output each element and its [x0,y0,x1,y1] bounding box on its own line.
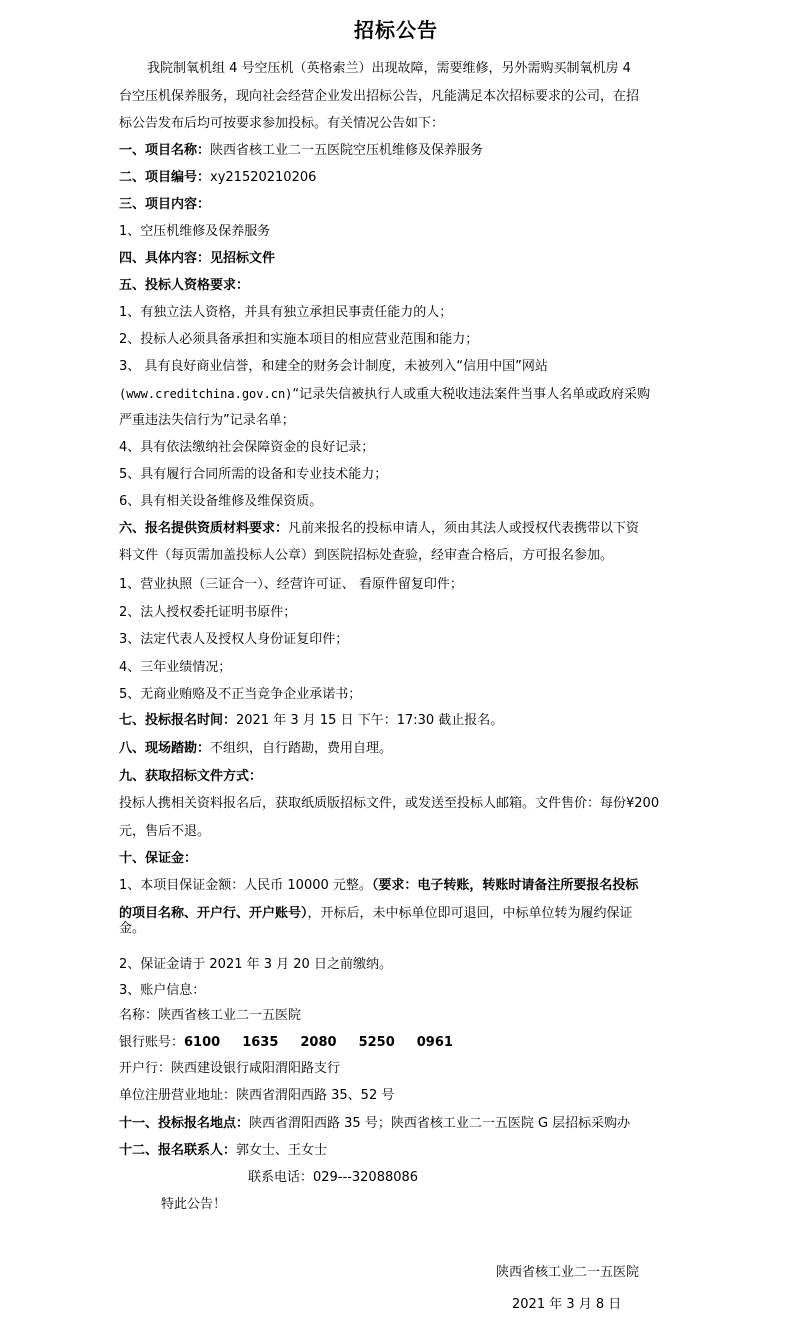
deposit-amount: 1、本项目保证金额：人民币 10000 元整。 [119,878,372,893]
section-1-value: 陕西省核工业二一五医院空压机维修及保养服务 [210,143,484,158]
bank-account-label: 银行账号： [119,1035,185,1050]
bank-account [119,1034,475,1052]
intro-line-3: 标公告发布后均可按要求参加投标。有关情况公告如下： [119,116,445,131]
section-8-heading: 八、现场踏勘： [119,741,211,756]
section-10-heading: 十、保证金： [119,851,198,866]
section-3-heading: 三、项目内容： [119,197,211,212]
section-4-heading: 四、具体内容：见招标文件 [119,251,276,266]
section-5-heading: 五、投标人资格要求： [119,278,250,293]
section-12-value: 郭女士、王女士 [236,1143,328,1158]
section-8-value: 不组织，自行踏勘，费用自理。 [210,741,393,756]
section-5-item-5: 5、具有履行合同所需的设备和专业技术能力； [119,467,388,482]
section-10-item-1c: 金。 [119,921,146,936]
section-5-item-3a: 3、 具有良好商业信誉，和建全的财务会计制度，未被列入“信用中国”网站 [119,359,548,374]
bank-account-digits-2: 1635 [242,1035,279,1050]
section-6-item-1: 1、营业执照（三证合一）、经营许可证、 看原件留复印件； [119,577,463,592]
registered-address: 单位注册营业地址：陕西省渭阳西路 35、52 号 [119,1088,395,1103]
signature-date: 2021 年 3 月 8 日 [512,1297,622,1312]
section-5-item-3b [119,385,650,404]
section-12 [119,1142,327,1160]
intro-line-1: 我院制氧机组 4 号空压机（英格索兰）出现故障，需要维修，另外需购买制氧机房 4 [147,61,631,76]
page-title: 招标公告 [354,18,438,42]
section-12-heading: 十二、报名联系人： [119,1143,237,1158]
section-6-item-4: 4、三年业绩情况； [119,660,232,675]
deposit-requirement: （要求：电子转账，转账时请备注所要报名投标 [371,878,639,893]
section-10-item-3: 3、账户信息： [119,983,206,998]
section-6-text-2: 料文件（每页需加盖投标人公章）到医院招标处查验，经审查合格后，方可报名参加。 [119,548,614,563]
bank-account-digits-3: 2080 [300,1035,337,1050]
creditchina-url: (www.creditchina.gov.cn) [119,387,293,401]
section-3-item-1: 1、空压机维修及保养服务 [119,224,271,239]
section-10-item-1a [119,877,638,895]
section-5-item-3b-text: “记录失信被执行人或重大税收违法案件当事人名单或政府采购 [292,387,651,402]
bank-account-digits-5: 0961 [416,1035,453,1050]
section-1 [119,142,483,160]
section-2 [119,169,316,187]
section-5-item-1: 1、有独立法人资格，并具有独立承担民事责任能力的人； [119,305,453,320]
section-6-heading: 六、报名提供资质材料要求： [119,521,289,536]
section-1-heading: 一、项目名称： [119,143,211,158]
section-5-item-4: 4、具有依法缴纳社会保障资金的良好记录； [119,440,375,455]
section-2-heading: 二、项目编号： [119,170,211,185]
section-7-value: 2021 年 3 月 15 日 下午：17:30 截止报名。 [236,713,504,728]
section-9-text-2: 元，售后不退。 [119,824,211,839]
section-2-value: xy21520210206 [210,170,317,185]
section-8 [119,740,392,758]
section-10-item-2: 2、保证金请于 2021 年 3 月 20 日之前缴纳。 [119,957,392,972]
section-5-item-3c: 严重违法失信行为”记录名单； [119,413,295,428]
section-11-heading: 十一、投标报名地点： [119,1116,250,1131]
deposit-requirement-cont: 的项目名称、开户行、开户账号） [119,906,308,921]
section-6-item-5: 5、无商业贿赂及不正当竞争企业承诺书； [119,687,362,702]
bank-account-digits-4: 5250 [358,1035,395,1050]
section-5-item-2: 2、投标人必须具备承担和实施本项目的相应营业范围和能力； [119,332,479,347]
contact-phone: 联系电话：029---32088086 [248,1170,419,1185]
section-6-item-3: 3、法定代表人及授权人身份证复印件； [119,632,349,647]
section-5-item-6: 6、具有相关设备维修及维保资质。 [119,494,323,509]
section-9-text-1: 投标人携相关资料报名后，获取纸质版招标文件，或发送至投标人邮箱。文件售价：每份¥200 [119,796,660,811]
section-11-value: 陕西省渭阳西路 35 号；陕西省核工业二一五医院 G 层招标采购办 [249,1116,631,1131]
section-10-item-1b [119,905,633,923]
section-9-heading: 九、获取招标文件方式： [119,769,263,784]
section-6-item-2: 2、法人授权委托证明书原件； [119,605,297,620]
bank-account-digits-1: 6100 [184,1035,221,1050]
section-7-heading: 七、投标报名时间： [119,713,237,728]
bank-name: 开户行：陕西建设银行咸阳渭阳路支行 [119,1061,341,1076]
section-7 [119,712,503,730]
signature-organization: 陕西省核工业二一五医院 [496,1265,640,1280]
section-11 [119,1115,630,1133]
intro-line-2: 台空压机保养服务，现向社会经营企业发出招标公告，凡能满足本次招标要求的公司，在招 [119,89,640,104]
closing-text: 特此公告！ [161,1197,227,1212]
account-name: 名称：陕西省核工业二一五医院 [119,1008,302,1023]
deposit-refund: ，开标后，未中标单位即可退回，中标单位转为履约保证 [307,906,633,921]
section-6-text-1: 凡前来报名的投标申请人，须由其法人或授权代表携带以下资 [288,521,640,536]
section-6 [119,520,639,538]
